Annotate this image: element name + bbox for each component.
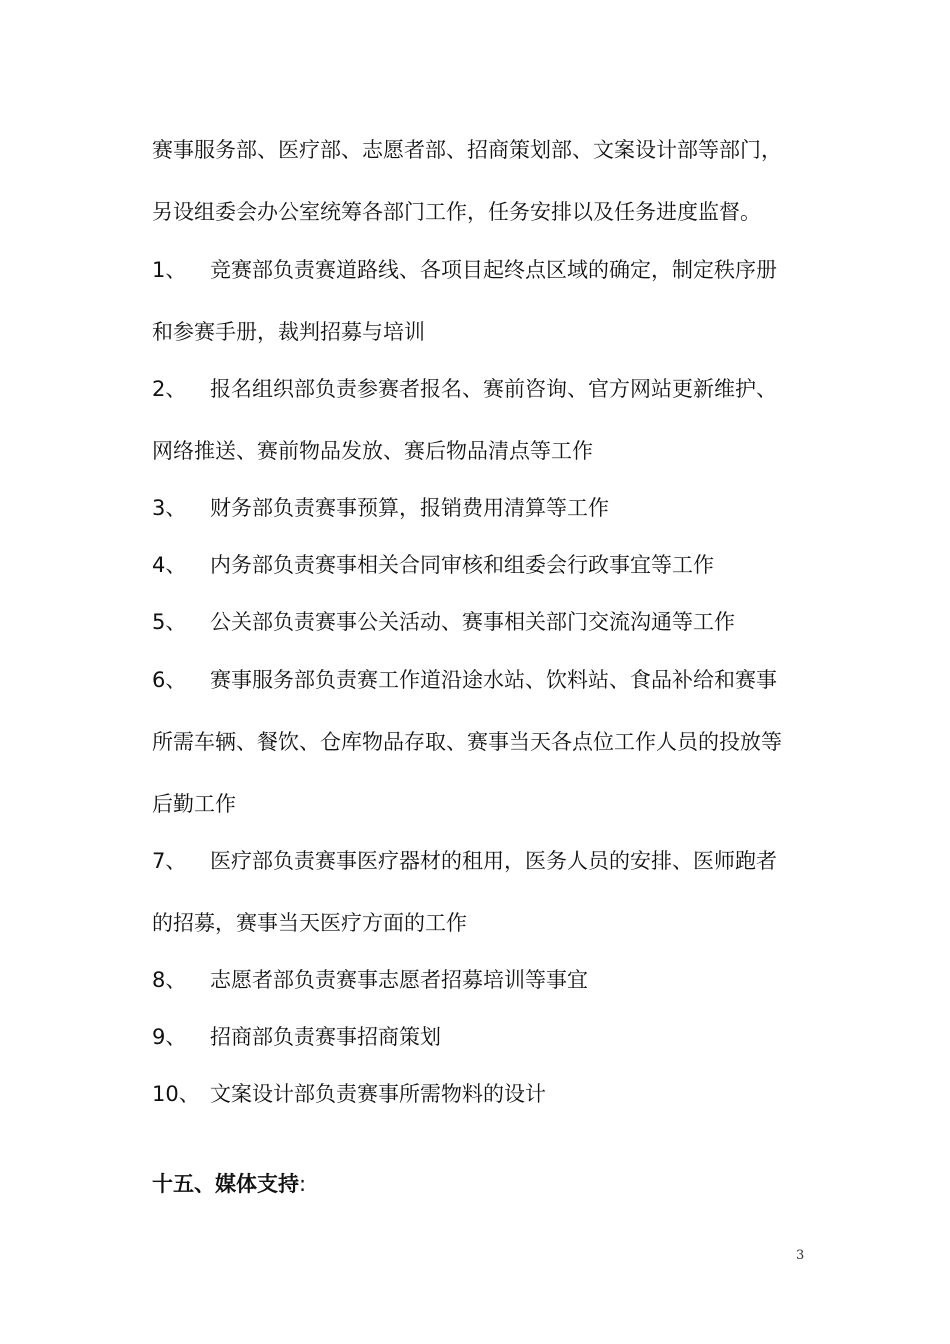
list-item-number: 8、 — [152, 968, 187, 992]
list-item-1 — [152, 256, 812, 284]
list-item-2 — [152, 375, 812, 403]
list-item-text: 竞赛部负责赛道路线、各项目起终点区域的确定，制定秩序册 — [210, 258, 777, 282]
list-item-number: 4、 — [152, 553, 187, 577]
list-item-number: 2、 — [152, 377, 187, 401]
list-item-5 — [152, 608, 812, 636]
list-item-6 — [152, 666, 812, 694]
list-item-number: 9、 — [152, 1025, 187, 1049]
intro-line-2: 另设组委会办公室统筹各部门工作，任务安排以及任务进度监督。 — [152, 200, 761, 224]
section-heading-title: 十五、媒体支持 — [152, 1172, 299, 1196]
list-item-number: 10、 — [152, 1082, 200, 1106]
list-item-number: 7、 — [152, 849, 187, 873]
list-item-6-cont-1: 所需车辆、餐饮、仓库物品存取、赛事当天各点位工作人员的投放等 — [152, 730, 782, 754]
list-item-7-cont: 的招募，赛事当天医疗方面的工作 — [152, 911, 467, 935]
list-item-text: 公关部负责赛事公关活动、赛事相关部门交流沟通等工作 — [210, 610, 735, 634]
intro-line-1: 赛事服务部、医疗部、志愿者部、招商策划部、文案设计部等部门， — [152, 138, 782, 162]
list-item-number: 6、 — [152, 668, 187, 692]
list-item-10 — [152, 1080, 812, 1108]
list-item-number: 3、 — [152, 496, 187, 520]
section-heading — [152, 1170, 812, 1198]
list-item-text: 报名组织部负责参赛者报名、赛前咨询、官方网站更新维护、 — [210, 377, 777, 401]
list-item-8 — [152, 966, 812, 994]
list-item-number: 1、 — [152, 258, 187, 282]
list-item-3 — [152, 494, 812, 522]
list-item-text: 医疗部负责赛事医疗器材的租用，医务人员的安排、医师跑者 — [210, 849, 777, 873]
list-item-text: 志愿者部负责赛事志愿者招募培训等事宜 — [210, 968, 588, 992]
list-item-text: 赛事服务部负责赛工作道沿途水站、饮料站、食品补给和赛事 — [210, 668, 777, 692]
list-item-7 — [152, 847, 812, 875]
page-number: 3 — [796, 1248, 805, 1263]
list-item-text: 招商部负责赛事招商策划 — [210, 1025, 441, 1049]
list-item-9 — [152, 1023, 812, 1051]
list-item-1-cont: 和参赛手册，裁判招募与培训 — [152, 320, 425, 344]
list-item-4 — [152, 551, 812, 579]
list-item-number: 5、 — [152, 610, 187, 634]
section-heading-colon: : — [299, 1172, 307, 1196]
list-item-text: 文案设计部负责赛事所需物料的设计 — [210, 1082, 546, 1106]
list-item-text: 财务部负责赛事预算，报销费用清算等工作 — [210, 496, 609, 520]
list-item-text: 内务部负责赛事相关合同审核和组委会行政事宜等工作 — [210, 553, 714, 577]
list-item-6-cont-2: 后勤工作 — [152, 792, 236, 816]
list-item-2-cont: 网络推送、赛前物品发放、赛后物品清点等工作 — [152, 439, 593, 463]
